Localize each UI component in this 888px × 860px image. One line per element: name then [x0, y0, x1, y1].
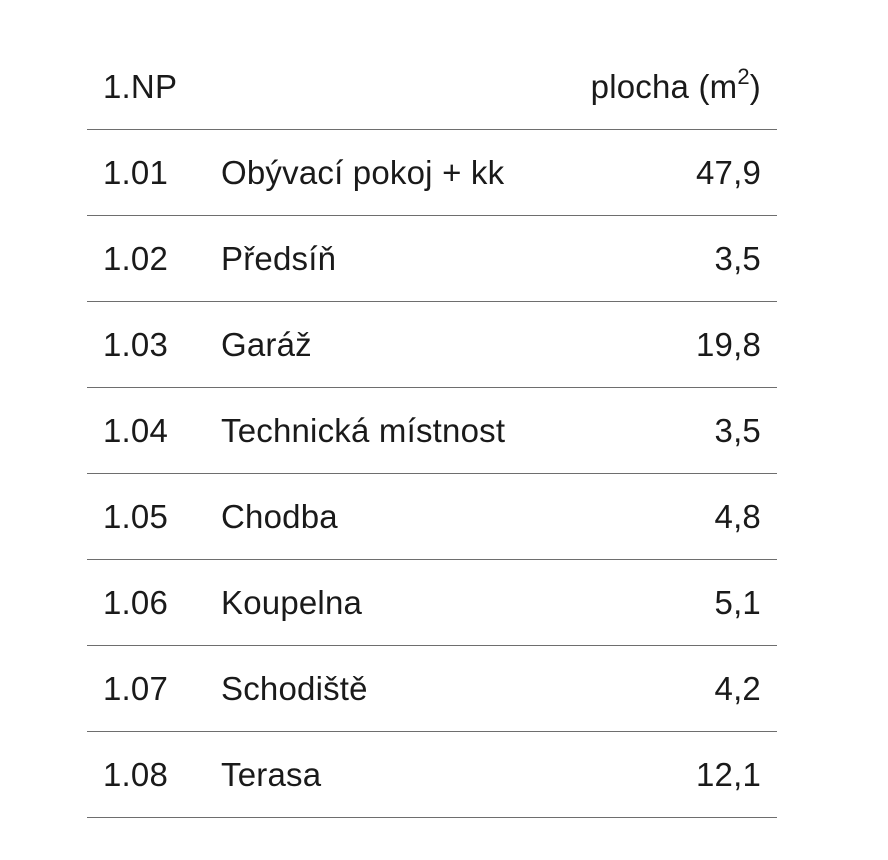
room-name: Schodiště: [221, 669, 368, 707]
table-row: [87, 388, 777, 474]
table-row: [87, 130, 777, 216]
room-area: 4,2: [714, 669, 761, 707]
table-row: [87, 732, 777, 818]
room-area: 4,8: [714, 497, 761, 535]
floor-label: 1.NP: [103, 67, 178, 105]
room-code: 1.06: [103, 583, 169, 621]
room-area: 3,5: [714, 411, 761, 449]
table-row: [87, 560, 777, 646]
room-name: Předsíň: [221, 239, 337, 277]
area-unit-superscript: 2: [737, 63, 750, 89]
room-code: 1.07: [103, 669, 169, 707]
table-header-row: [87, 44, 777, 130]
room-code: 1.02: [103, 239, 169, 277]
room-area-table: [87, 44, 777, 818]
room-name: Koupelna: [221, 583, 363, 621]
table-row: [87, 216, 777, 302]
room-name: Terasa: [221, 755, 322, 793]
room-code: 1.08: [103, 755, 169, 793]
area-column-header: [541, 63, 777, 106]
room-area: 19,8: [695, 325, 761, 363]
room-area: 3,5: [714, 239, 761, 277]
room-name: Chodba: [221, 497, 338, 535]
table-row: [87, 302, 777, 388]
area-label-text: plocha (m: [590, 67, 738, 105]
room-code: 1.04: [103, 411, 169, 449]
room-name: Technická místnost: [221, 411, 506, 449]
room-code: 1.01: [103, 153, 169, 191]
area-label-close: ): [749, 67, 761, 105]
room-name: Obývací pokoj + kk: [221, 153, 505, 191]
room-area: 12,1: [695, 755, 761, 793]
room-code: 1.03: [103, 325, 169, 363]
room-area: 5,1: [714, 583, 761, 621]
room-area: 47,9: [695, 153, 761, 191]
table-row: [87, 646, 777, 732]
room-name: Garáž: [221, 325, 312, 363]
room-code: 1.05: [103, 497, 169, 535]
table-row: [87, 474, 777, 560]
